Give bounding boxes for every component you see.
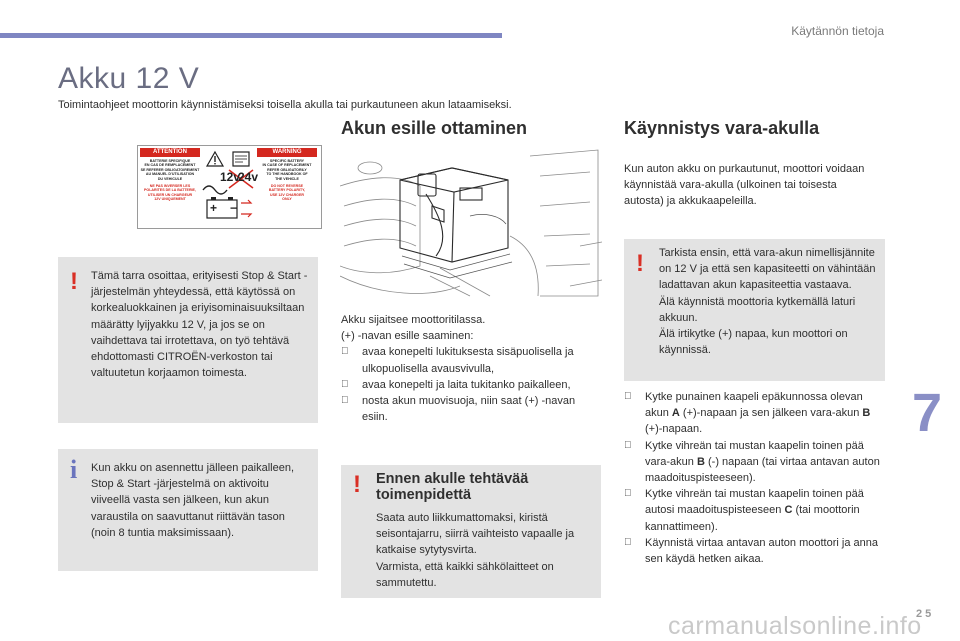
list-item: Kytke punainen kaapeli epäkunnossa olevan akun A (+)-napaan ja sen jälkeen vara-akun B (+)-napaan. — [624, 389, 886, 438]
exclamation-icon: ! — [353, 471, 361, 498]
bullet-icon — [624, 535, 632, 551]
page-number: 2 5 — [916, 608, 932, 620]
info-text: Kun akku on asennettu jälleen paikalleen, Stop & Start -järjestelmä on aktivoitu viiveellä vasta sen jälkeen, kun akun varaustila on saavuttanut riittävän tason (noin 8 tuntia maksimissaan). — [91, 462, 295, 539]
jump-start-warning-box — [624, 239, 885, 381]
before-work-box — [341, 465, 601, 598]
list-item: nosta akun muovisuoja, niin saat (+) -navan esiin. — [341, 393, 603, 425]
chapter-number: 7 — [912, 383, 943, 443]
battery-access-steps — [341, 344, 603, 425]
jump-start-intro: Kun auton akku on purkautunut, moottori voidaan käynnistää vara-akulla (ulkoinen tai toisesta autosta) ja akkukaapeleilla. — [624, 163, 865, 208]
battery-access-text — [341, 312, 603, 425]
jump-start-steps — [624, 389, 886, 567]
before-work-text: Saata auto liikkumattomaksi, kiristä seisontajarru, siirrä vaihteisto vapaalle ja katkaise sytytysvirta. Varmista, että kaikki sähkölaitteet on sammutettu. — [376, 512, 575, 589]
bullet-icon — [341, 393, 349, 409]
label-12v: 12v — [220, 170, 241, 184]
battery-location-text: Akku sijaitsee moottoritilassa. — [341, 314, 486, 326]
list-item: Kytke vihreän tai mustan kaapelin toinen pää autosi maadoituspisteeseen C (tai moottorin kannattimeen). — [624, 486, 886, 535]
section-title: Käytännön tietoja — [791, 24, 884, 38]
exclamation-icon: ! — [636, 250, 644, 277]
bullet-icon — [341, 344, 349, 360]
top-accent-bar — [0, 33, 502, 38]
info-box-stop-start — [58, 449, 318, 571]
exclamation-icon: ! — [70, 268, 78, 295]
bullet-icon — [624, 438, 632, 454]
list-item: avaa konepelti lukituksesta sisäpuolisella ja ulkopuolisella avausvivulla, — [341, 344, 603, 376]
label-minus: − — [230, 201, 238, 215]
label-attention: ATTENTION — [140, 148, 200, 157]
label-en-text: SPECIFIC BATTERY IN CASE OF REPLACEMENT REFER OBLIGATORILY TO THE HANDBOOK OF THE VEHICLE DO NOT REVERSE BATTERY POLARITY, USE 12V CHARGER ONLY — [262, 159, 312, 202]
warning-text: Tämä tarra osoittaa, erityisesti Stop & Start -järjestelmän yhteydessä, että käytössä on korkealuokkainen ja eriyisominaisuuksiltaan määrätty lyijyakku 12 V, ja jos se on vaihdettava tai irrotettava, on työ tehtävä ehdottomasti CITROËN-verkoston tai valtuutetun korjaamon toimesta. — [91, 270, 308, 380]
before-work-heading: Ennen akulle tehtävää toimenpidettä — [376, 471, 529, 503]
battery-warning-label — [137, 145, 322, 229]
bullet-icon — [341, 377, 349, 393]
terminal-access-text: (+) -navan esille saaminen: — [341, 330, 474, 343]
label-plus: + — [210, 201, 218, 215]
label-24v: 24v — [238, 170, 259, 184]
bullet-icon — [624, 486, 632, 502]
list-item: avaa konepelti ja laita tukitanko paikalleen, — [341, 377, 603, 393]
label-fr-text: BATTERIE SPECIFIQUE EN CAS DE REMPLACEMENT SE REFERER OBLIGATOIREMENT AU MANUEL D'UTILISATION DU VEHICULE NE PAS INVERSER LES POLARITES DE LA BATTERIE, UTILISER UN CHARGEUR 12V UNIQUEMENT — [140, 159, 200, 202]
heading-jump-start: Käynnistys vara-akulla — [624, 118, 820, 138]
heading-battery-access: Akun esille ottaminen — [341, 118, 528, 138]
warning-box-sticker — [58, 257, 318, 423]
list-item: Käynnistä virtaa antavan auton moottori ja anna sen käydä hetken aikaa. — [624, 535, 886, 567]
watermark: carmanualsonline.info — [668, 612, 922, 640]
jump-start-steps-block — [624, 389, 886, 567]
page-subtitle: Toimintaohjeet moottorin käynnistämiseksi toisella akulla tai purkautuneen akun lataamiseksi. — [58, 99, 512, 111]
engine-bay-illustration — [340, 146, 602, 300]
label-warning: WARNING — [257, 148, 317, 157]
bullet-icon — [624, 389, 632, 405]
info-icon: i — [70, 455, 78, 484]
jump-start-warning-text: Tarkista ensin, että vara-akun nimellisjännite on 12 V ja että sen kapasiteetti on vähintään ladattavan akun kapasiteettia vastaava. Älä käynnistä moottoria kytkemällä laturi akkuun. Älä irtikytke (+) napaa, kun moottori on käynnissä. — [659, 247, 876, 357]
list-item: Kytke vihreän tai mustan kaapelin toinen pää vara-akun B (-) napaan (tai virtaa antavan auton maadoituspisteeseen). — [624, 438, 886, 487]
page-title: Akku 12 V — [58, 62, 200, 95]
